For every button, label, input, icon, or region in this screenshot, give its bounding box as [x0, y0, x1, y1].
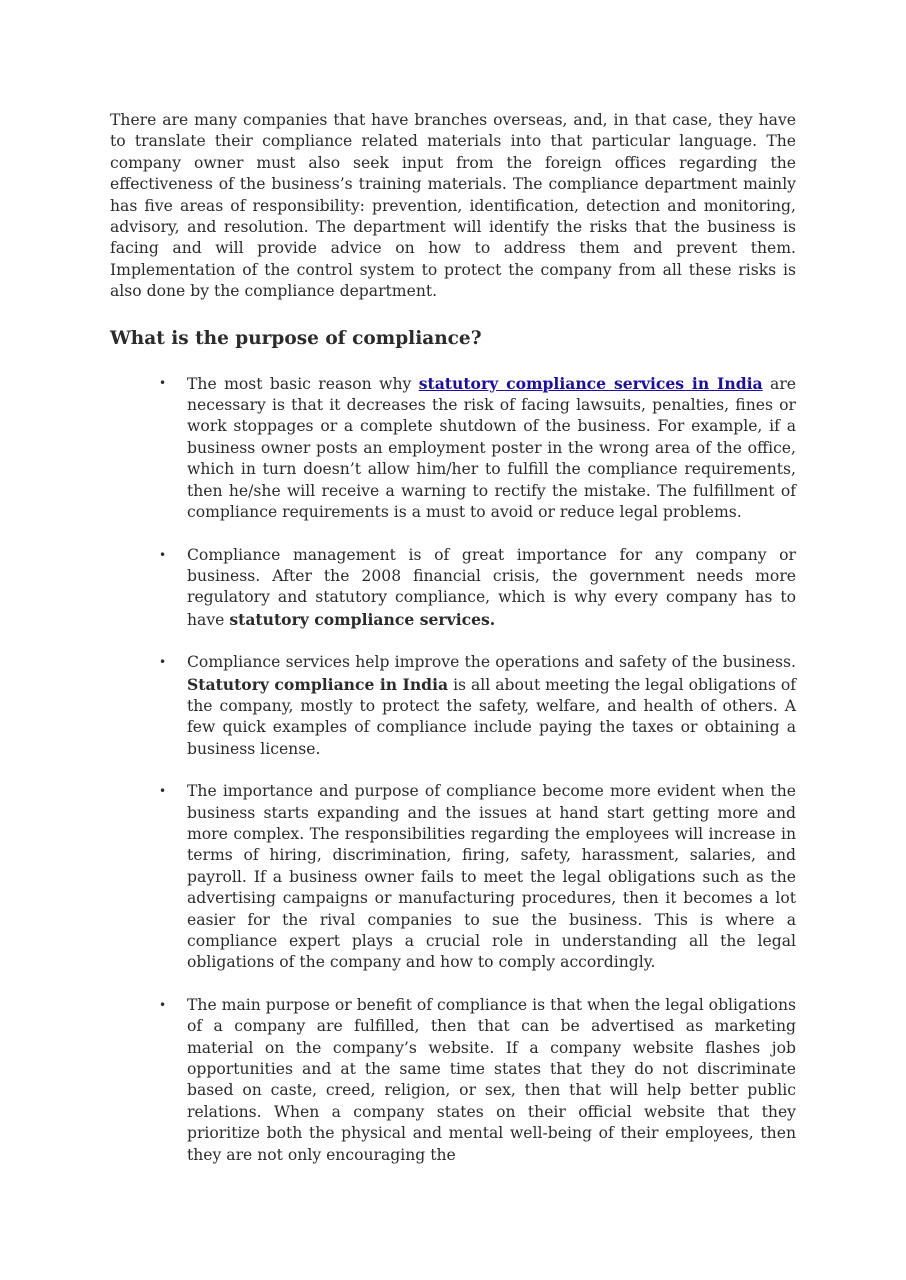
bullet-icon: • — [159, 784, 167, 799]
bold-phrase: statutory compliance services. — [229, 609, 496, 629]
bold-phrase: Statutory compliance in India — [187, 674, 449, 694]
bullet-icon: • — [159, 997, 167, 1012]
list-item — [159, 652, 797, 760]
bullet-icon: • — [159, 547, 167, 562]
list-item — [159, 781, 796, 974]
list-item — [159, 995, 796, 1166]
bullet-icon: • — [159, 375, 167, 390]
list-item-text: The most basic reason why — [187, 374, 419, 393]
statutory-compliance-link[interactable]: statutory compliance services in India — [418, 373, 763, 393]
intro-paragraph: There are many companies that have branches overseas, and, in that case, they have to translate their compliance related materials into that particular language. The company owner must also seek input from the foreign offices regarding the effectiveness of the business’s training materials. The compliance department mainly has five areas of responsibility: prevention, identification, detection and monitoring, advisory, and resolution. The department will identify the risks that the business is facing and will provide advice on how to address them and prevent them. Implementation of the control system to protect the company from all these risks is also done by the compliance department. — [110, 111, 796, 301]
list-item-text: The importance and purpose of compliance become more evident when the business starts expanding and the issues at hand start getting more and more complex. The responsibilities regarding the employees will increase in terms of hiring, discrimination, firing, safety, harassment, salaries, and payroll. If a business owner fails to meet the legal obligations such as the advertising campaigns or manufacturing procedures, then it becomes a lot easier for the rival companies to sue the business. This is where a compliance expert plays a crucial role in understanding all the legal obligations of the company and how to comply accordingly. — [187, 782, 796, 972]
list-item-text: The main purpose or benefit of compliance is that when the legal obligations of a company are fulfilled, then that can be advertised as marketing material on the company’s website. If a company website flashes job opportunities and at the same time states that they do not discriminate based on caste, creed, religion, or sex, then that will help better public relations. When a company states on their official website that they prioritize both the physical and mental well-being of their employees, then they are not only encouraging the — [187, 995, 796, 1164]
list-item-text: is all about meeting the legal obligations of the company, mostly to protect the safety, welfare, and health of others. A few quick examples of compliance include paying the taxes or obtaining a business license. — [187, 675, 797, 758]
list-item-text: are necessary is that it decreases the risk of facing lawsuits, penalties, fines or work stoppages or a complete shutdown of the business. For example, if a business owner posts an employment poster in the wrong area of the office, which in turn doesn’t allow him/her to fulfill the compliance requirements, then he/she will receive a warning to rectify the mistake. The fulfillment of compliance requirements is a must to avoid or reduce legal problems. — [187, 374, 797, 522]
document-page — [110, 110, 796, 1187]
purpose-list — [110, 373, 796, 1166]
list-item — [159, 373, 797, 524]
list-item-text: Compliance management is of great importance for any company or business. After the 2008 financial crisis, the government needs more regulatory and statutory compliance, which is why every company has to have — [187, 545, 796, 629]
list-item-text: Compliance services help improve the operations and safety of the business. — [187, 653, 796, 672]
bullet-icon: • — [159, 655, 167, 670]
list-item — [159, 545, 796, 632]
section-heading: What is the purpose of compliance? — [110, 327, 482, 349]
